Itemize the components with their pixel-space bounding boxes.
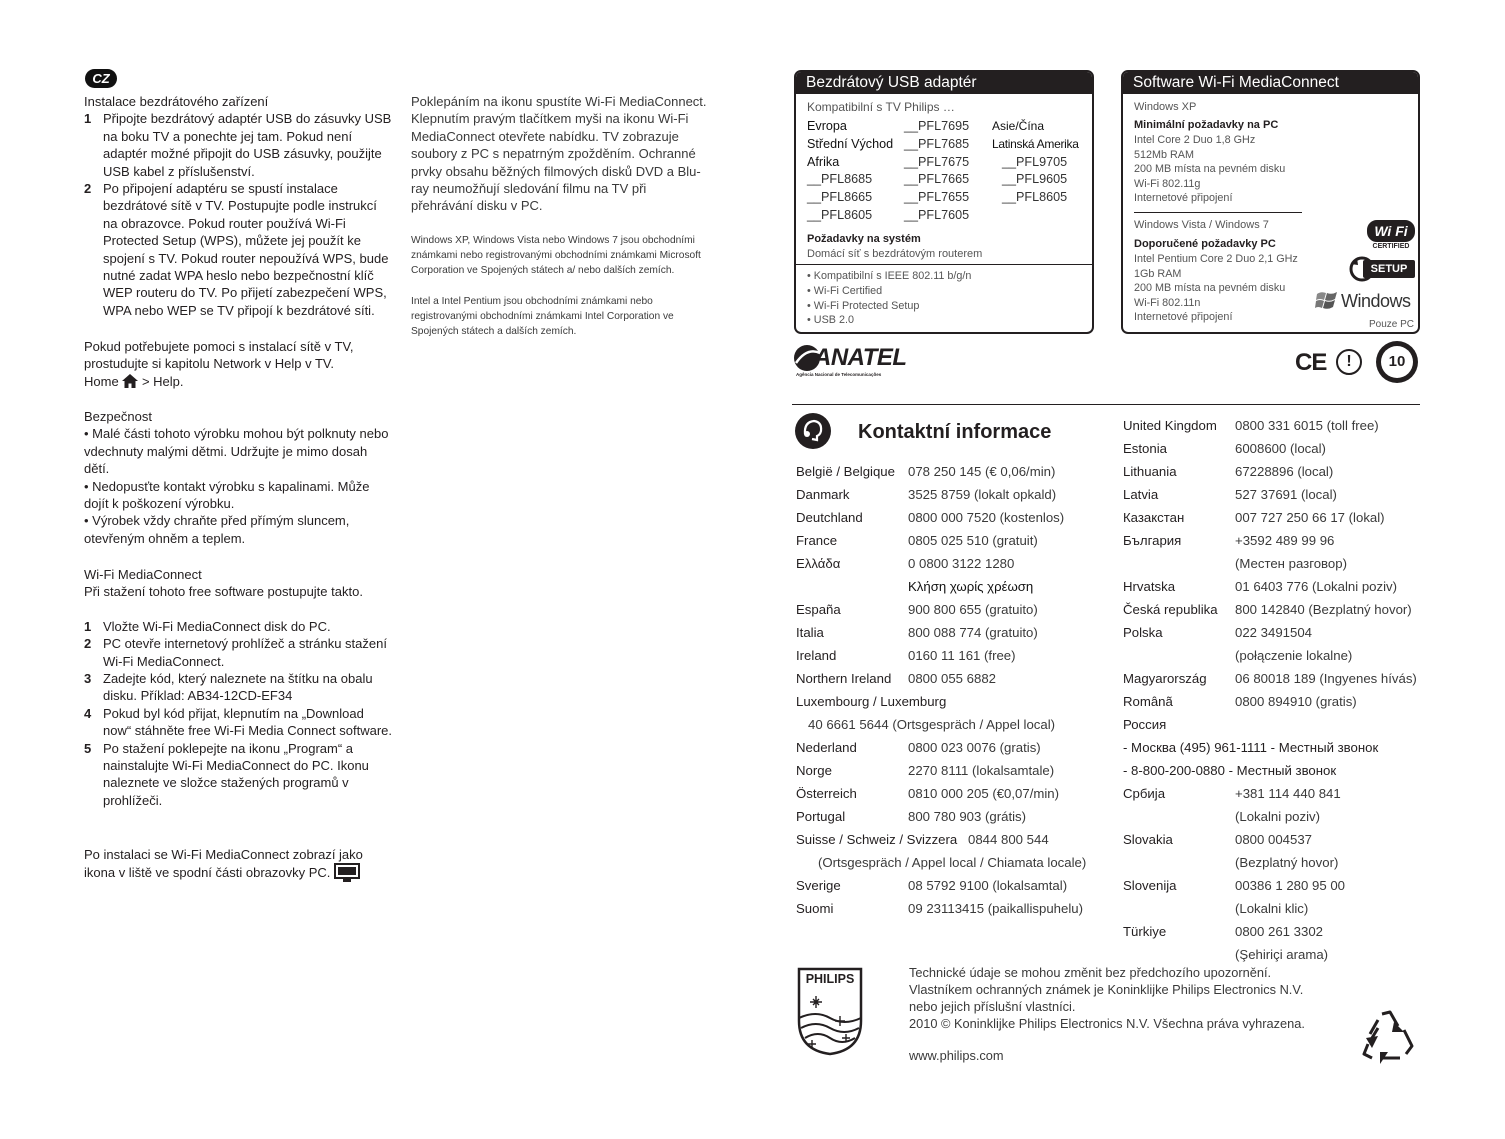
pc-only-label: Pouze PC	[1369, 319, 1415, 330]
contact-phone: 007 727 250 66 17 (lokal)	[1235, 510, 1385, 525]
list-item	[84, 705, 394, 740]
contact-phone: 00386 1 280 95 00	[1235, 878, 1346, 893]
contact-phone: +381 114 440 841	[1235, 786, 1341, 801]
usb-model-cell: __PFL8665	[807, 190, 873, 205]
trademark-windows: Windows XP, Windows Vista nebo Windows 7 jsou obchodními známkami nebo registrovanými obchodními známkami Microsoft Corporation ve Spojených státech a/ nebo dalších zemích.	[411, 235, 701, 276]
contact-country: - Москва (495) 961-1111 - Местный звонок	[1123, 740, 1379, 755]
software-box-title: Software Wi-Fi MediaConnect	[1123, 72, 1418, 94]
footer-legal	[909, 964, 1305, 1032]
list-item	[84, 618, 394, 635]
feature-line: • Wi-Fi Protected Setup	[807, 299, 920, 312]
contact-country: Österreich	[796, 786, 857, 801]
philips-brand: PHILIPS	[805, 972, 855, 986]
req-line: Wi-Fi 802.11g	[1134, 177, 1201, 190]
xp-label: Windows XP	[1134, 101, 1197, 113]
contact-country: Suomi	[796, 901, 834, 916]
step-text: Vložte Wi-Fi MediaConnect disk do PC.	[103, 618, 331, 634]
windows-label: Windows	[1341, 291, 1411, 311]
after-install-paragraph	[84, 846, 394, 883]
windows-flag-icon	[1315, 288, 1341, 314]
wifi-intro: Při stažení tohoto free software postupujte takto.	[84, 584, 363, 600]
contact-phone: 800 142840 (Bezplatný hovor)	[1235, 602, 1412, 617]
contact-phone: 0800 055 6882	[908, 671, 997, 686]
usb-model-cell: __PFL9605	[1002, 172, 1068, 187]
contact-phone: (Lokalni poziv)	[1235, 809, 1321, 824]
req-line: 200 MB místa na pevném disku	[1134, 282, 1286, 295]
contact-phone: 01 6403 776 (Lokalni poziv)	[1235, 579, 1398, 594]
wifi-logo-text: Wi Fi	[1367, 220, 1415, 242]
contact-country: Portugal	[796, 809, 846, 824]
contact-phone: 0805 025 510 (gratuit)	[908, 533, 1038, 548]
contact-phone: 0800 000 7520 (kostenlos)	[908, 510, 1065, 525]
usb-features	[807, 269, 971, 328]
usb-box-title: Bezdrátový USB adaptér	[796, 72, 1092, 94]
legal-line: Technické údaje se mohou změnit bez předchozího upozornění.	[909, 965, 1272, 980]
contact-country: Suisse / Schweiz / Svizzera	[796, 832, 958, 847]
step-text: Zadejte kód, který naleznete na štítku na obalu disku. Příklad: AB34-12CD-EF34	[103, 671, 373, 704]
contact-phone: 800 088 774 (gratuito)	[908, 625, 1038, 640]
contact-phone: 0160 11 161 (free)	[908, 648, 1016, 663]
contact-phone: 0800 004537	[1235, 832, 1313, 847]
req-line: 200 MB místa na pevném disku	[1134, 163, 1286, 176]
contact-country: France	[796, 533, 838, 548]
req-line: Wi-Fi 802.11n	[1134, 296, 1201, 309]
step-number: 2	[84, 636, 92, 652]
step-number: 1	[84, 618, 92, 634]
contact-phone: 0800 023 0076 (gratis)	[908, 740, 1041, 755]
contact-phone: 09 23113415 (paikallispuhelu)	[908, 901, 1083, 916]
contact-title: Kontaktní informace	[858, 421, 1052, 443]
step-number: 2	[84, 181, 92, 197]
contact-country: Sverige	[796, 878, 841, 893]
home-icon	[122, 374, 138, 388]
recycle-icon	[1358, 1008, 1422, 1070]
eco-10-number: 10	[1381, 346, 1413, 378]
eco-10-logo	[1376, 341, 1418, 383]
contact-phone: 0800 331 6015 (toll free)	[1235, 418, 1379, 433]
step-number: 4	[84, 705, 92, 721]
contact-country: Ελλάδα	[796, 556, 841, 571]
contact-phone: 078 250 145 (€ 0,06/min)	[908, 464, 1056, 479]
legal-line: Vlastníkem ochranných známek je Koninklijke Philips Electronics N.V.	[909, 982, 1304, 997]
help-paragraph	[84, 338, 394, 390]
usb-model-cell: Evropa	[807, 119, 847, 133]
install-steps	[84, 110, 394, 319]
usb-model-cell: __PFL9705	[1002, 154, 1068, 169]
language-badge: CZ	[85, 69, 117, 88]
step-text: PC otevře internetový prohlížeč a stránku stažení Wi-Fi MediaConnect.	[103, 636, 387, 669]
trademark-intel: Intel a Intel Pentium jsou obchodními známkami nebo registrovanými obchodními známkami Intel Corporation ve Spojených státech a dalších zemích.	[411, 296, 674, 337]
mediaconnect-paragraph: Poklepáním na ikonu spustíte Wi-Fi MediaConnect. Klepnutím pravým tlačítkem myši na ikonu Wi-Fi MediaConnect otevřete nabídku. TV zobrazuje soubory z PC s nepatrným zpožděním. Ochranné prvky obsahu běžných filmových disků DVD a Blu-ray neumožňují sledování filmu na TV při přehrávání disku v PC.	[411, 94, 707, 214]
anatel-name: ANATEL	[814, 344, 907, 371]
install-title: Instalace bezdrátového zařízení	[84, 94, 269, 109]
step-text: Po připojení adaptéru se spustí instalace bezdrátové sítě v TV. Postupujte podle instrukcí na obrazovce. Pokud router používá Wi-Fi Protected Setup (WPS), můžete jej použít ke spojení s TV. Pokud router nepoužívá WPS, bude nutné zadat WPA heslo nebo bezpečnostní klíč WEP routeru do TV. Po přijetí zabezpečení WPS, WPA nebo WEP se TV připojí k bezdrátové síti.	[103, 181, 389, 318]
feature-line: • Kompatibilní s IEEE 802.11 b/g/n	[807, 270, 972, 282]
usb-compat-text: Kompatibilní s TV Philips …	[807, 100, 955, 114]
contact-phone: (połączenie lokalne)	[1235, 648, 1353, 663]
wifi-section	[84, 566, 394, 809]
contact-country: Ireland	[796, 648, 837, 663]
contact-phone: Κλήση χωρίς χρέωση	[908, 579, 1034, 594]
legal-line: nebo jejich příslušní vlastníci.	[909, 999, 1076, 1014]
step-text: Připojte bezdrátový adaptér USB do zásuvky USB na boku TV a ponechte jej tam. Pokud není adaptér možné připojit do USB zásuvky, použijte USB kabel z příslušenství.	[103, 111, 392, 179]
contact-headset-icon	[794, 412, 832, 450]
contact-country: Latvia	[1123, 487, 1159, 502]
list-item	[84, 740, 394, 810]
feature-line: • USB 2.0	[807, 314, 854, 327]
usb-model-cell: __PFL8605	[807, 208, 873, 222]
list-item	[84, 110, 394, 180]
step-number: 5	[84, 740, 92, 756]
contact-country: Türkiye	[1123, 924, 1167, 939]
contact-phone: 800 780 903 (grátis)	[908, 809, 1027, 824]
usb-model-cell: __PFL7605	[904, 208, 970, 222]
wifi-steps	[84, 618, 394, 809]
contact-phone: 0800 894910 (gratis)	[1235, 694, 1357, 709]
contact-phone: 40 6661 5644 (Ortsgespräch / Appel local)	[808, 717, 1056, 732]
usb-model-cell: Afrika	[807, 154, 840, 169]
alert-mark: !	[1336, 349, 1362, 375]
step-number: 1	[84, 111, 92, 127]
safety-line: • Nedopusťte kontakt výrobku s kapalinami. Může dojít k poškození výrobku.	[84, 478, 370, 512]
contact-phone: 08 5792 9100 (lokalsamtal)	[908, 878, 1068, 893]
contact-country: Deutchland	[796, 510, 863, 525]
contact-country: Italia	[796, 625, 824, 640]
step-number: 3	[84, 671, 92, 687]
help-home-label: Home	[84, 373, 119, 389]
contact-country: Nederland	[796, 740, 857, 755]
contact-country: България	[1123, 533, 1182, 548]
contact-phone: 0810 000 205 (€0,07/min)	[908, 786, 1060, 801]
req-line: Internetové připojení	[1134, 192, 1233, 205]
contact-phone: 0800 261 3302	[1235, 924, 1324, 939]
wifi-title: Wi-Fi MediaConnect	[84, 567, 202, 582]
contact-country: Danmark	[796, 487, 850, 502]
req-line: Intel Core 2 Duo 1,8 GHz	[1134, 134, 1256, 146]
contact-country: - 8-800-200-0880 - Местный звонок	[1123, 763, 1337, 778]
legal-line: 2010 © Koninklijke Philips Electronics N.V. Všechna práva vyhrazena.	[909, 1016, 1305, 1031]
contact-phone: +3592 489 99 96	[1235, 533, 1335, 548]
contact-country: Россия	[1123, 717, 1167, 732]
contact-country: Србија	[1123, 786, 1166, 801]
after-install-text: Po instalaci se Wi-Fi MediaConnect zobrazí jako ikona v liště ve spodní části obrazovky PC.	[84, 847, 363, 881]
contact-country: België / Belgique	[796, 464, 895, 479]
divider	[792, 404, 1420, 405]
usb-model-cell: __PFL7665	[904, 172, 970, 187]
list-item	[84, 180, 394, 319]
contact-phone: 022 3491504	[1235, 625, 1313, 640]
contact-phone: 6008600 (local)	[1235, 441, 1326, 456]
usb-model-cell: __PFL7675	[904, 154, 970, 169]
contact-phone: 0 0800 3122 1280	[908, 556, 1015, 571]
contact-country: Slovenija	[1123, 878, 1177, 893]
contact-phone: (Ortsgespräch / Appel local / Chiamata locale)	[818, 855, 1087, 870]
setup-label: SETUP	[1363, 260, 1415, 278]
divider	[796, 264, 1094, 265]
vista-label: Windows Vista / Windows 7	[1134, 219, 1269, 231]
step-text: Po stažení poklepejte na ikonu „Program“ a nainstalujte Wi-Fi MediaConnect do PC. Ikonu naleznete ve složce stažených programů v prohlížeči.	[103, 740, 369, 808]
contact-phone: 06 80018 189 (Ingyenes hívás)	[1235, 671, 1417, 686]
req-line: Intel Pentium Core 2 Duo 2,1 GHz	[1134, 253, 1298, 265]
contact-country: Polska	[1123, 625, 1163, 640]
contact-phone: 527 37691 (local)	[1235, 487, 1337, 502]
usb-model-cell: __PFL7655	[904, 190, 970, 205]
contact-country: Česká republika	[1123, 602, 1218, 617]
contact-phone: 67228896 (local)	[1235, 464, 1334, 479]
safety-line: • Výrobek vždy chraňte před přímým sluncem, otevřeným ohněm a teplem.	[84, 513, 350, 546]
windows-logo	[1315, 288, 1417, 316]
contact-country: United Kingdom	[1123, 418, 1217, 433]
software-box	[1121, 70, 1420, 334]
usb-model-cell: Střední Východ	[807, 136, 894, 151]
usb-model-cell: __PFL7695	[904, 119, 970, 133]
usb-req-text: Domácí síť s bezdrátovým routerem	[807, 248, 983, 260]
contact-phone: (Lokalni klic)	[1235, 901, 1309, 916]
wifi-certified-text: CERTIFIED	[1372, 243, 1410, 250]
usb-model-cell: __PFL8605	[1002, 190, 1068, 205]
usb-req-title: Požadavky na systém	[807, 233, 921, 245]
contact-country: Казакстан	[1123, 510, 1185, 525]
contact-country: Lithuania	[1123, 464, 1177, 479]
contact-country: Magyarország	[1123, 671, 1207, 686]
contact-country: Hrvatska	[1123, 579, 1176, 594]
contact-phone: (Şehiriçi arama)	[1235, 947, 1329, 962]
philips-url-link[interactable]: www.philips.com	[909, 1048, 1004, 1063]
feature-line: • Wi-Fi Certified	[807, 284, 883, 297]
req-line: 1Gb RAM	[1134, 267, 1182, 280]
wps-setup-logo	[1349, 256, 1415, 282]
vista-req-list	[1134, 252, 1298, 325]
install-section	[84, 93, 394, 319]
contact-phone: 0844 800 544	[968, 832, 1049, 847]
wifi-certified-logo	[1367, 220, 1415, 252]
contact-country: Slovakia	[1123, 832, 1173, 847]
xp-req-list	[1134, 133, 1285, 206]
usb-adapter-box	[794, 70, 1094, 334]
usb-model-cell: Asie/Čína	[992, 119, 1045, 133]
divider	[1134, 212, 1302, 213]
usb-model-cell: Latinská Amerika	[992, 136, 1079, 151]
anatel-sub: Agência Nacional de Telecomunicações	[796, 372, 882, 377]
contact-phone: (Bezplatný hovor)	[1235, 855, 1339, 870]
ce-mark: CE	[1295, 349, 1327, 376]
contact-country: Românã	[1123, 694, 1173, 709]
req-line: Internetové připojení	[1134, 311, 1233, 324]
vista-req-title: Doporučené požadavky PC	[1134, 238, 1276, 250]
usb-model-cell: __PFL7685	[904, 136, 970, 151]
usb-model-cell: __PFL8685	[807, 172, 873, 187]
xp-req-title: Minimální požadavky na PC	[1134, 119, 1279, 131]
contact-country: Luxembourg / Luxemburg	[796, 694, 947, 709]
req-line: 512Mb RAM	[1134, 148, 1195, 161]
anatel-logo	[792, 342, 907, 382]
contact-country: Northern Ireland	[796, 671, 892, 686]
contact-phone: (Местен разговор)	[1235, 556, 1347, 571]
contact-country: España	[796, 602, 841, 617]
list-item	[84, 635, 394, 670]
contact-country: Estonia	[1123, 441, 1167, 456]
help-path: > Help.	[141, 373, 184, 389]
safety-title: Bezpečnost	[84, 409, 152, 424]
monitor-icon	[334, 863, 360, 883]
contact-phone: 2270 8111 (lokalsamtale)	[908, 763, 1055, 778]
contact-country: Norge	[796, 763, 832, 778]
safety-section	[84, 408, 394, 547]
step-text: Pokud byl kód přijat, klepnutím na „Download now“ stáhněte free Wi-Fi Media Connect software.	[103, 705, 393, 739]
contact-phone: 900 800 655 (gratuito)	[908, 602, 1038, 617]
contact-phone: 3525 8759 (lokalt opkald)	[908, 487, 1057, 502]
list-item	[84, 670, 394, 705]
safety-line: • Malé části tohoto výrobku mohou být polknuty nebo vdechnuty malými dětmi. Udržujte je mimo dosah dětí.	[84, 426, 389, 477]
help-text: Pokud potřebujete pomoci s instalací sítě v TV, prostudujte si kapitolu Network v Help v TV.	[84, 339, 354, 372]
